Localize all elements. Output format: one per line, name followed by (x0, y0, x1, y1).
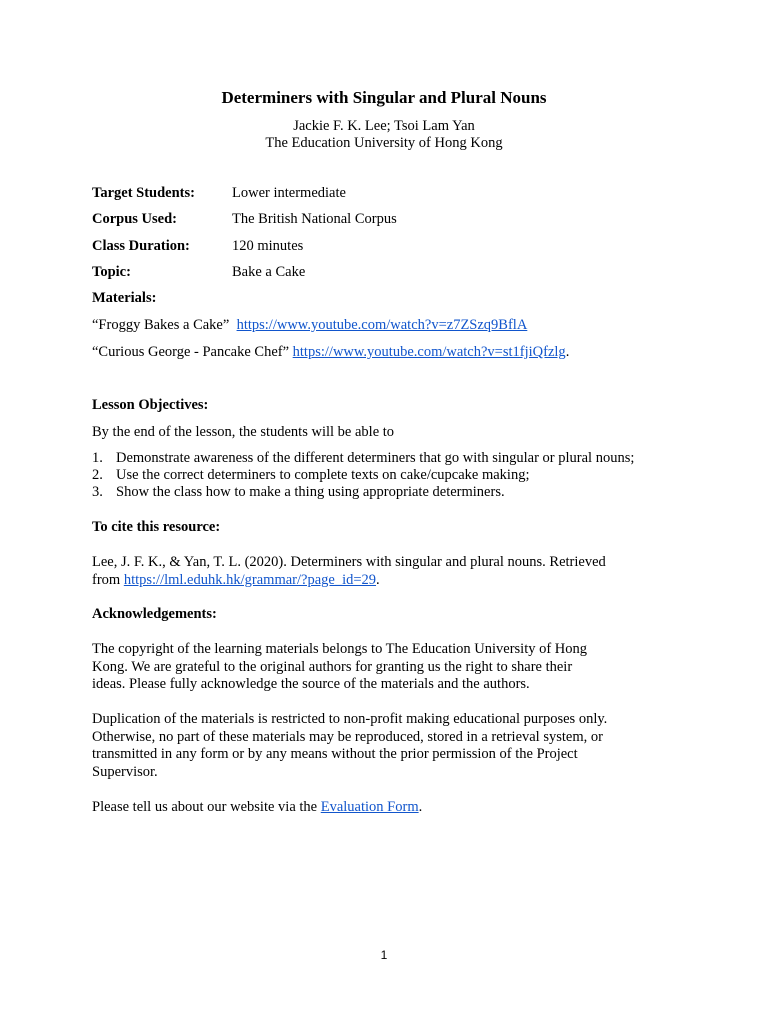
ack-para2-line-1: Duplication of the materials is restricted to non-profit making educational purposes only. (92, 711, 608, 727)
material-title-2: “Curious George - Pancake Chef” (92, 344, 290, 360)
feedback-prefix: Please tell us about our website via the (92, 799, 321, 815)
objective-text-1: Demonstrate awareness of the different determiners that go with singular or plural nouns; (116, 450, 635, 466)
page-title: Determiners with Singular and Plural Nouns (221, 88, 547, 107)
material-item-1 (92, 317, 527, 334)
ack-para2-line-2: Otherwise, no part of these materials may be reproduced, stored in a retrieval system, or (92, 729, 603, 745)
objective-text-3: Show the class how to make a thing using appropriate determiners. (116, 484, 505, 500)
objective-number-1: 1. (92, 450, 103, 466)
material-link-2[interactable]: https://www.youtube.com/watch?v=st1fjiQfzlg (292, 344, 566, 360)
institution: The Education University of Hong Kong (265, 135, 503, 151)
cite-heading: To cite this resource: (92, 519, 221, 535)
info-value-target-students: Lower intermediate (232, 185, 346, 201)
cite-suffix: . (376, 572, 380, 588)
info-label-duration: Class Duration: (92, 238, 190, 254)
acknowledgements-heading: Acknowledgements: (92, 606, 217, 622)
evaluation-form-link[interactable]: Evaluation Form (320, 799, 419, 815)
cite-line-2 (92, 572, 380, 589)
feedback-suffix: . (418, 799, 423, 815)
objectives-intro: By the end of the lesson, the students will be able to (92, 424, 395, 440)
ack-para1-line-1: The copyright of the learning materials belongs to The Education University of Hong (92, 641, 588, 657)
cite-prefix: from (92, 572, 124, 588)
ack-para2-line-4: Supervisor. (92, 764, 158, 780)
ack-para2-line-3: transmitted in any form or by any means without the prior permission of the Project (92, 746, 578, 762)
ack-para1-line-2: Kong. We are grateful to the original authors for granting us the right to share their (92, 659, 573, 675)
material-item-2 (92, 344, 569, 361)
page-number: 1 (380, 948, 388, 962)
authors: Jackie F. K. Lee; Tsoi Lam Yan (293, 118, 475, 134)
objective-number-2: 2. (92, 467, 103, 483)
info-value-corpus: The British National Corpus (232, 211, 397, 227)
objectives-heading: Lesson Objectives: (92, 397, 209, 413)
cite-line-1: Lee, J. F. K., & Yan, T. L. (2020). Determiners with singular and plural nouns. Retrieved (92, 554, 606, 570)
info-value-topic: Bake a Cake (232, 264, 306, 280)
ack-para1-line-3: ideas. Please fully acknowledge the source of the materials and the authors. (92, 676, 530, 692)
materials-heading: Materials: (92, 290, 157, 306)
objective-number-3: 3. (92, 484, 103, 500)
material-suffix-2: . (565, 344, 570, 360)
info-label-corpus: Corpus Used: (92, 211, 177, 227)
feedback-line (92, 799, 422, 816)
info-label-target-students: Target Students: (92, 185, 195, 201)
material-link-1[interactable]: https://www.youtube.com/watch?v=z7ZSzq9BflA (236, 317, 528, 333)
info-value-duration: 120 minutes (232, 238, 304, 254)
cite-link[interactable]: https://lml.eduhk.hk/grammar/?page_id=29 (123, 572, 377, 588)
info-label-topic: Topic: (92, 264, 131, 280)
material-title-1: “Froggy Bakes a Cake” (92, 317, 230, 333)
objective-text-2: Use the correct determiners to complete texts on cake/cupcake making; (116, 467, 530, 483)
